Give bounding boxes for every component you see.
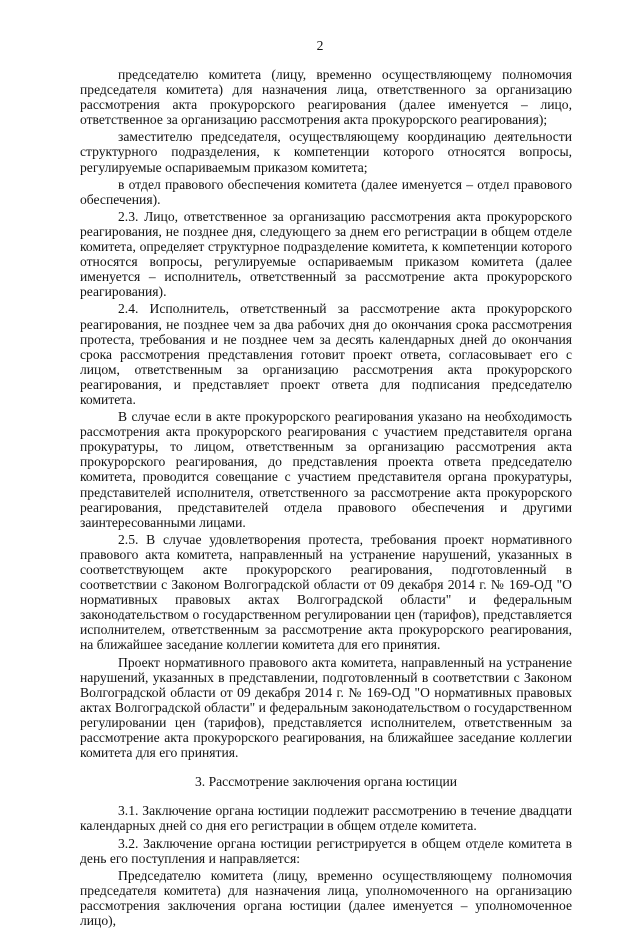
paragraph-3-1: 3.1. Заключение органа юстиции подлежит рассмотрению в течение двадцати календарных дней со дня его регистрации в общем отделе комитета. (80, 803, 572, 834)
paragraph-3-2: 3.2. Заключение органа юстиции регистрируется в общем отделе комитета в день его поступления и направляется: (80, 835, 572, 866)
paragraph-draft-act: Проект нормативного правового акта комитета, направленный на устранение нарушений, указанных в представлении, подготовленный в соответствии с Законом Волгоградской области от 09 декабря 2014 г. № 169-ОД "О нормативных правовых актах Волгоградской области" и федеральным законодательством о государственном регулировании цен (тарифов), представляется исполнителем, ответственным за рассмотрение акта прокурорского реагирования, на ближайшее заседание коллегии комитета для его принятия. (80, 654, 572, 761)
paragraph-chairman-recipient: председателю комитета (лицу, временно осуществляющему полномочия председателя комитета) для назначения лица, ответственного за организацию рассмотрения акта прокурорского реагирования (далее именуется – лицо, ответственное за организацию рассмотрения акта прокурорского реагирования); (80, 67, 572, 128)
paragraph-2-3: 2.3. Лицо, ответственное за организацию рассмотрения акта прокурорского реагирования, не позднее дня, следующего за днем его регистрации в общем отделе комитета, определяет структурное подразделение комитета, к компетенции которого относятся вопросы, регулируемые оспариваемым приказом комитета (далее именуется – исполнитель, ответственный за рассмотрение акта прокурорского реагирования). (80, 208, 572, 300)
section-3-heading: 3. Рассмотрение заключения органа юстиции (194, 774, 458, 790)
paragraph-meeting: В случае если в акте прокурорского реагирования указано на необходимость рассмотрения акта прокурорского реагирования с участием представителя органа прокуратуры, то лицом, ответственным за организацию рассмотрения акта прокурорского реагирования, до представления проекта ответа председателю комитета, проводится совещание с участием представителя органа прокуратуры, представителей исполнителя, ответственного за рассмотрение акта прокурорского реагирования, представителей отдела правового обеспечения и другими заинтересованными лицами. (80, 409, 572, 530)
paragraph-deputy-recipient: заместителю председателя, осуществляющему координацию деятельности структурного подразделения, к компетенции которого относятся вопросы, регулируемые оспариваемым приказом комитета; (80, 129, 572, 175)
paragraph-legal-dept-recipient: в отдел правового обеспечения комитета (далее именуется – отдел правового обеспечения). (80, 176, 572, 207)
paragraph-chairman-justice: Председателю комитета (лицу, временно осуществляющему полномочия председателя комитета) для назначения лица, уполномоченного на организацию рассмотрения заключения органа юстиции (далее именуется – уполномоченное лицо), (80, 867, 572, 928)
document-body (80, 67, 572, 930)
page-number: 2 (316, 38, 324, 53)
paragraph-2-5: 2.5. В случае удовлетворения протеста, требования проект нормативного правового акта комитета, направленный на устранение нарушений, указанных в соответствующем акте прокурорского реагирования, подготовленный в соответствии с Законом Волгоградской области от 09 декабря 2014 г. № 169-ОД "О нормативных правовых актах Волгоградской области" и федеральным законодательством о государственном регулировании цен (тарифов), представляется исполнителем, ответственным за рассмотрение акта прокурорского реагирования, на ближайшее заседание коллегии комитета для его принятия. (80, 531, 572, 653)
paragraph-2-4: 2.4. Исполнитель, ответственный за рассмотрение акта прокурорского реагирования, не позднее чем за два рабочих дня до окончания срока рассмотрения протеста, требования и не позднее чем за десять календарных дней до окончания срока рассмотрения представления готовит проект ответа, согласовывает его с лицом, ответственным за организацию рассмотрения акта прокурорского реагирования, и представляет проект ответа для подписания председателю комитета. (80, 301, 572, 407)
